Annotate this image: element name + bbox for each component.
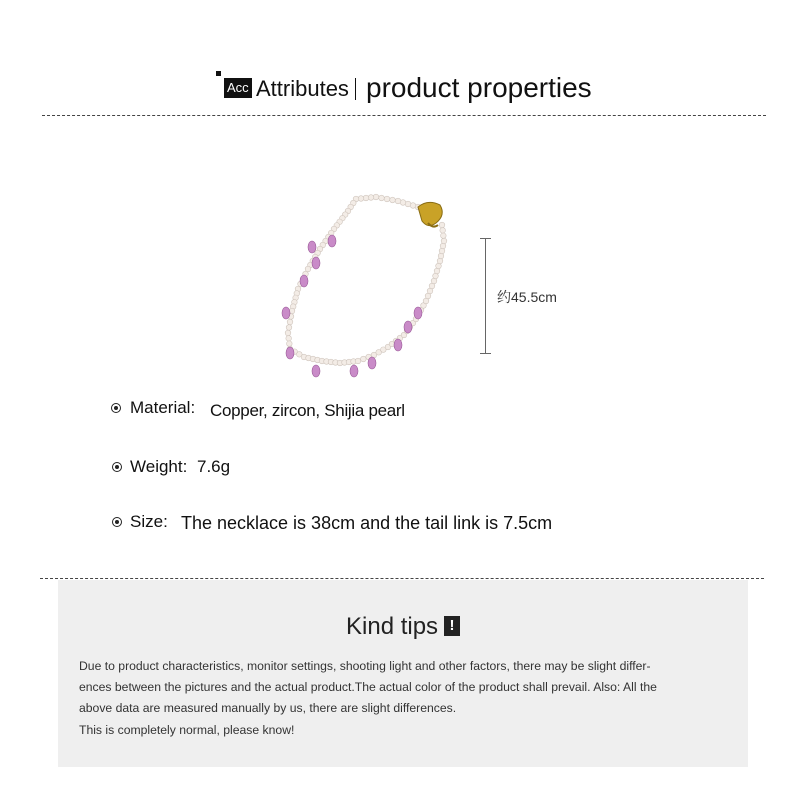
header-separator — [355, 78, 356, 100]
header-attributes-label: Attributes — [256, 76, 349, 101]
bullet-icon — [112, 462, 122, 472]
header-badge: Acc — [224, 78, 252, 98]
zircon-drop — [404, 321, 412, 333]
divider-top — [42, 115, 766, 116]
pearl-bead — [384, 196, 390, 202]
weight-value: 7.6g — [197, 457, 231, 476]
pearl-bead — [395, 198, 401, 204]
zircon-drop — [300, 275, 308, 287]
dimension-line — [485, 238, 486, 354]
pearl-bead — [355, 358, 361, 364]
size-value: The necklace is 38cm and the tail link is 7.5cm — [181, 513, 553, 533]
zircon-drop — [312, 257, 320, 269]
material-value: Copper, zircon, Shijia pearl — [210, 401, 405, 420]
divider-bottom — [40, 578, 764, 579]
weight-label: Weight: — [130, 457, 188, 476]
pearl-bead — [441, 238, 447, 244]
bullet-icon — [111, 403, 121, 413]
dimension-cap-bottom — [480, 353, 491, 354]
pearl-bead — [361, 356, 367, 362]
tips-line: above data are measured manually by us, there are slight differences. — [79, 701, 457, 715]
tips-line: Due to product characteristics, monitor settings, shooting light and other factors, there may be slight differ- — [79, 659, 651, 673]
pearl-bead — [439, 248, 445, 254]
zircon-drop — [350, 365, 358, 377]
zircon-drop — [286, 347, 294, 359]
bullet-icon — [112, 517, 122, 527]
header-dot — [216, 71, 221, 76]
zircon-drop — [368, 357, 376, 369]
zircon-drop — [414, 307, 422, 319]
zircon-drop — [282, 307, 290, 319]
size-label: Size: — [130, 512, 168, 531]
clasp-icon — [418, 202, 442, 226]
pearl-bead — [438, 253, 444, 259]
dimension-cap-top — [480, 238, 491, 239]
exclamation-icon: ! — [444, 616, 460, 636]
kind-tips-title: Kind tips — [346, 613, 439, 640]
pearl-bead — [437, 258, 443, 264]
pearl-bead — [440, 243, 446, 249]
page-title: product properties — [366, 72, 592, 103]
necklace-image — [268, 185, 468, 385]
pearl-bead — [286, 336, 292, 342]
pearl-bead — [287, 319, 293, 325]
zircon-drop — [312, 365, 320, 377]
pearl-bead — [379, 195, 385, 201]
zircon-drop — [328, 235, 336, 247]
zircon-drop — [308, 241, 316, 253]
tips-line: ences between the pictures and the actual product.The actual color of the product shall prevail. Also: All the — [79, 680, 657, 694]
pearl-bead — [285, 330, 291, 336]
zircon-drop — [394, 339, 402, 351]
material-label: Material: — [130, 398, 196, 417]
pearl-bead — [439, 222, 445, 228]
length-label: 约45.5cm — [497, 289, 557, 305]
pearl-bead — [440, 228, 446, 234]
pearl-bead — [390, 197, 396, 203]
pearl-bead — [287, 341, 293, 347]
tips-line: This is completely normal, please know! — [79, 723, 295, 737]
pearl-bead — [441, 233, 447, 239]
pearl-bead — [286, 325, 292, 331]
